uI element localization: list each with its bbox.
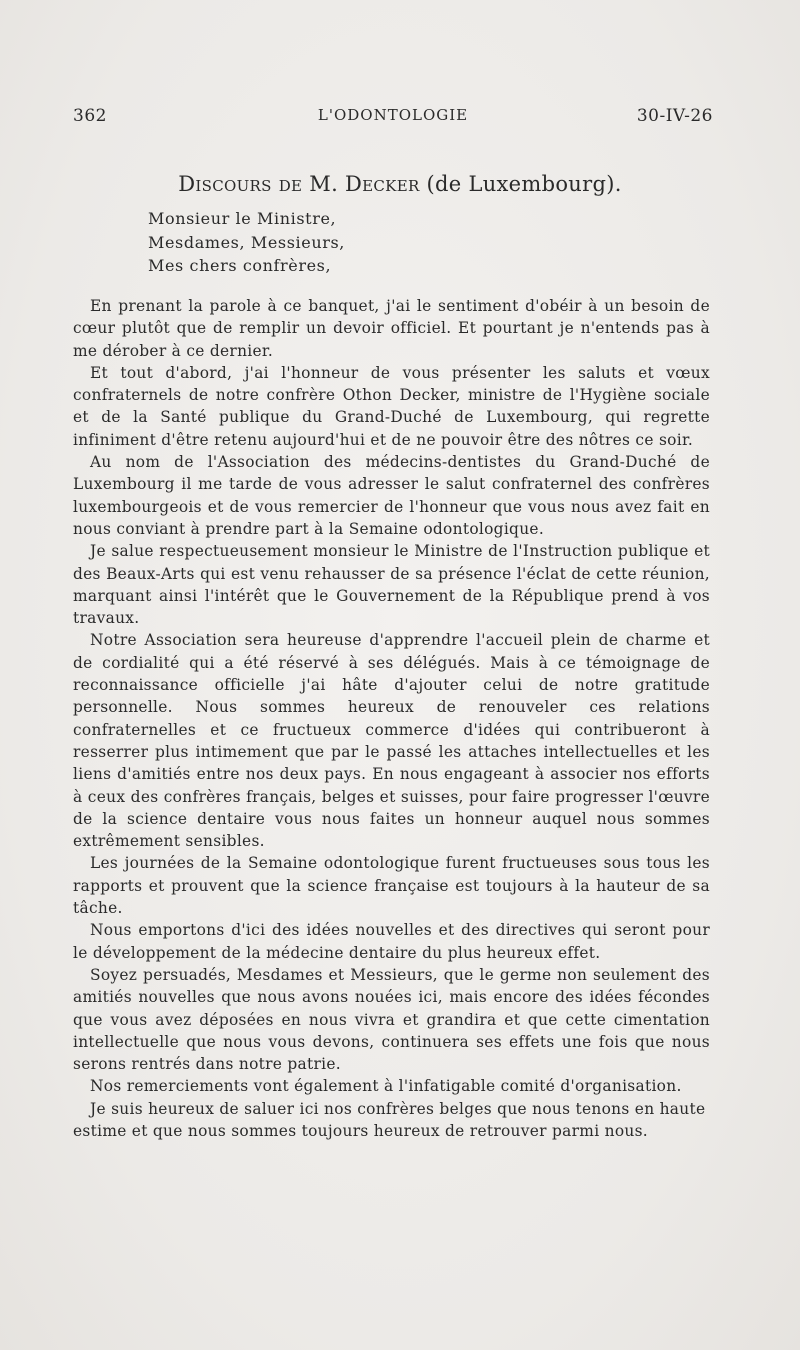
paragraph: Je salue respectueusement monsieur le Ministre de l'Instruction publique et des Beaux-Arts qui est venu rehausser de sa présence l'éclat de cette réunion, marquant ainsi l'intérêt que le Gouvernement de la République prend à vos travaux.: [73, 542, 710, 628]
salutation-line: Mes chers confrères,: [148, 256, 332, 275]
page-number: 362: [73, 106, 107, 126]
title-origin: (de Luxembourg).: [426, 172, 622, 196]
speech-title: [0, 172, 800, 196]
paragraph: En prenant la parole à ce banquet, j'ai le sentiment d'obéir à un besoin de cœur plutôt que de remplir un devoir officiel. Et pourtant je n'entends pas à me dérober à ce dernier.: [73, 297, 710, 360]
salutation-block: [148, 207, 345, 278]
paragraph: Et tout d'abord, j'ai l'honneur de vous présenter les saluts et vœux confraternels de notre confrère Othon Decker, ministre de l'Hygiène sociale et de la Santé publique du Grand-Duché de Luxembourg, qui regrette infiniment d'être retenu aujourd'hui et de ne pouvoir être des nôtres ce soir.: [73, 363, 710, 449]
salutation-line: Mesdames, Messieurs,: [148, 232, 345, 252]
paragraph: Au nom de l'Association des médecins-dentistes du Grand-Duché de Luxembourg il me tarde de vous adresser le salut confraternel des confrères luxembourgeois et de vous remercier de l'honneur que vous nous avez fait en nous conviant à prendre part à la Semaine odontologique.: [73, 453, 710, 538]
paragraph: Je suis heureux de saluer ici nos confrères belges que nous tenons en haute estime et que nous sommes toujours heureux de retrouver parmi nous.: [73, 1099, 706, 1140]
running-header: [73, 106, 713, 130]
salutation-line: Monsieur le Ministre,: [148, 209, 337, 228]
paragraph: Nos remerciements vont également à l'infatigable comité d'organisation.: [90, 1077, 682, 1096]
running-title: L'ODONTOLOGIE: [317, 106, 469, 124]
paragraph: Les journées de la Semaine odontologique furent fructueuses sous tous les rapports et prouvent que la science française est toujours à la hauteur de sa tâche.: [73, 854, 710, 918]
paragraph: Nous emportons d'ici des idées nouvelles et des directives qui seront pour le développement de la médecine dentaire du plus heureux effet.: [73, 921, 710, 962]
issue-date: 30-IV-26: [636, 106, 713, 126]
paragraph: Soyez persuadés, Mesdames et Messieurs, que le germe non seulement des amitiés nouvelles que nous avons nouées ici, mais encore des idées fécondes que vous avez déposées en nous vivra et grandira et que cette cimentation intellectuelle que nous vous devons, continuera ses effets une fois que nous serons rentrés dans notre patrie.: [73, 965, 710, 1074]
speech-body: [73, 295, 710, 1142]
title-speaker: M. Decker: [309, 172, 420, 196]
title-discours: Discours de: [178, 172, 303, 196]
paragraph: Notre Association sera heureuse d'apprendre l'accueil plein de charme et de cordialité qui a été réservé à ses délégués. Mais à ce témoignage de reconnaissance officielle j'ai hâte d'ajouter celui de notre gratitude personnelle. Nous sommes heureux de renouveler ces relations confraternelles et ce fructueux commerce d'idées qui contribueront à resserrer plus intimement que par le passé les attaches intellectuelles et les liens d'amitiés entre nos deux pays. En nous engageant à associer nos efforts à ceux des confrères français, belges et suisses, pour faire progresser l'œuvre de la science dentaire vous nous faites un honneur auquel nous sommes extrêmement sensibles.: [73, 631, 710, 851]
